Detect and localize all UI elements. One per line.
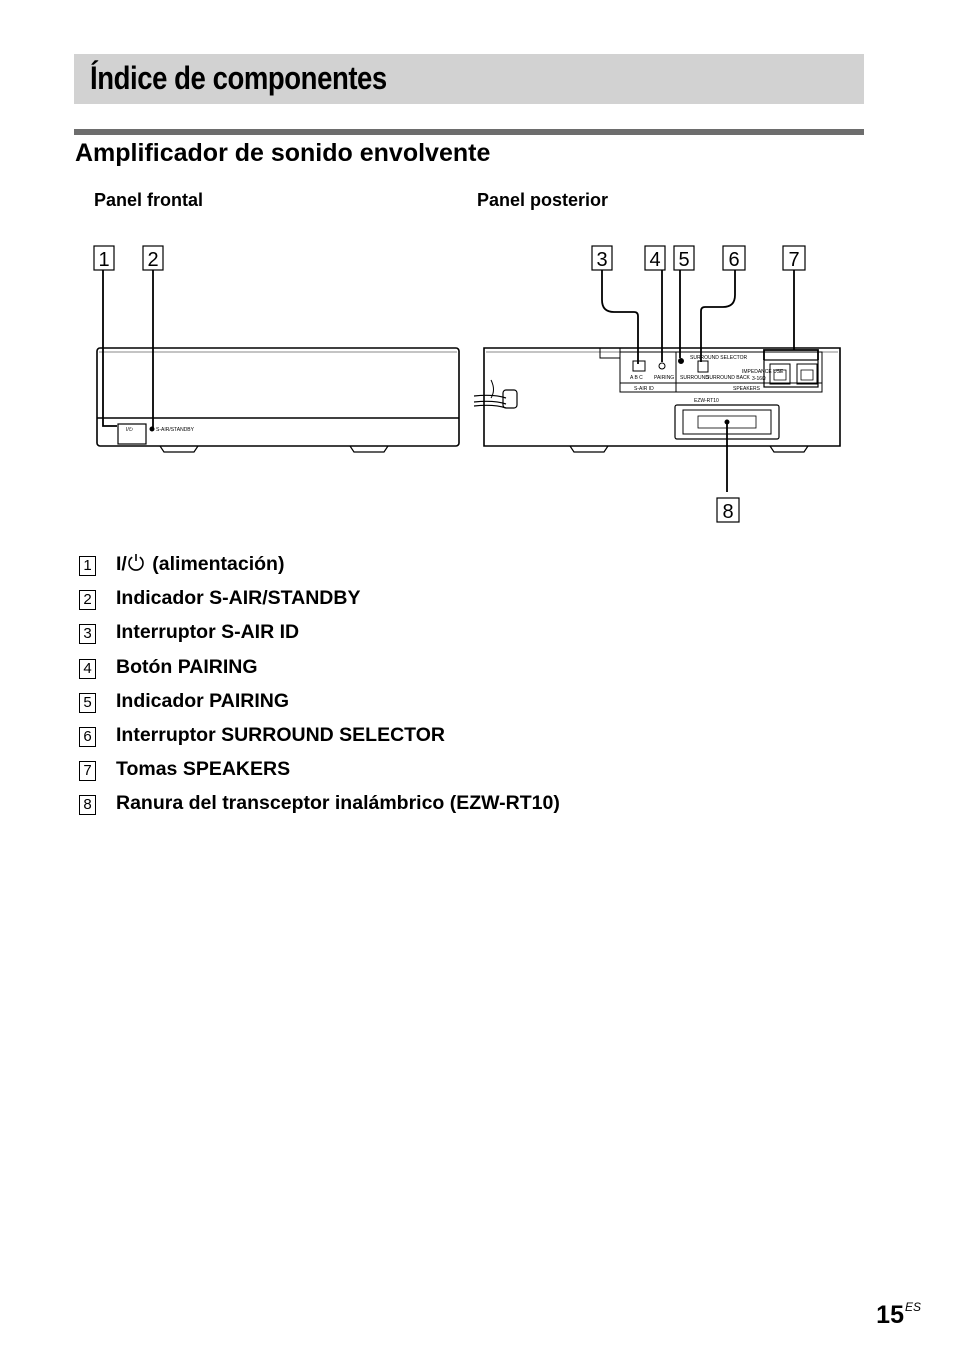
legend-label: Interruptor S-AIR ID: [116, 621, 300, 644]
legend-number: 7: [79, 761, 96, 781]
callout-2: 2: [147, 249, 159, 271]
legend-label: Ranura del transceptor inalámbrico (EZW-RT10): [116, 792, 560, 815]
legend-number: 4: [79, 659, 96, 679]
rear-panel-label: Panel posterior: [477, 190, 609, 210]
callout-6: 6: [728, 249, 740, 271]
legend-label: Tomas SPEAKERS: [116, 758, 291, 781]
rear-surround-back-label: SURROUND BACK: [706, 375, 750, 381]
rear-surround-label: SURROUND: [680, 375, 709, 381]
power-icon: [127, 553, 145, 571]
legend-item-3: [79, 621, 560, 655]
section-title: Amplificador de sonido envolvente: [75, 139, 491, 167]
legend-label: (alimentación): [152, 553, 285, 575]
callout-boxes: [94, 246, 805, 522]
rear-id-letters: A B C: [630, 375, 643, 381]
legend-number: 3: [79, 624, 96, 644]
legend-label: Botón PAIRING: [116, 655, 258, 678]
callout-7: 7: [788, 249, 800, 271]
page-title: Índice de componentes: [90, 60, 387, 96]
pairing-indicator: [679, 359, 684, 364]
callout-5: 5: [678, 249, 690, 271]
page-number: [876, 1300, 921, 1330]
legend-item-7: [79, 758, 560, 792]
legend-label: Indicador PAIRING: [116, 689, 289, 712]
legend-number: 6: [79, 727, 96, 747]
page-language-suffix: ES: [904, 1300, 921, 1314]
legend-item-5: [79, 690, 560, 724]
s-air-id-switch: [633, 361, 645, 371]
component-legend: [79, 553, 560, 827]
rear-panel-illustration: [474, 348, 840, 452]
rear-surround-selector-label: SURROUND SELECTOR: [690, 355, 748, 361]
rear-s-air-id-label: S-AIR ID: [634, 386, 654, 392]
page-number-value: 15: [876, 1301, 904, 1329]
legend-label: Indicador S-AIR/STANDBY: [116, 587, 361, 610]
legend-number: 1: [79, 556, 96, 576]
callout-leader-lines: [103, 270, 818, 492]
legend-number: 5: [79, 693, 96, 713]
legend-item-2: [79, 587, 560, 621]
front-power-label: I/⏻: [126, 427, 133, 433]
front-panel-illustration: [97, 348, 459, 452]
callout-4: 4: [649, 249, 661, 271]
legend-number: 8: [79, 795, 96, 815]
callout-8: 8: [722, 501, 734, 523]
front-panel-label: Panel frontal: [94, 190, 204, 210]
speaker-terminal-right: [797, 364, 817, 384]
section-divider: [74, 129, 864, 135]
legend-prefix: I/: [116, 553, 127, 575]
pairing-button: [659, 363, 665, 369]
rear-speakers-label: SPEAKERS: [733, 386, 760, 392]
rear-impedance-label: IMPEDANCE USE: [742, 369, 784, 375]
legend-label: Interruptor SURROUND SELECTOR: [116, 723, 445, 746]
legend-item-8: [79, 792, 560, 826]
callout-3: 3: [596, 249, 608, 271]
page-title-bar: [74, 54, 864, 104]
amplifier-diagram: [0, 230, 954, 530]
legend-item-6: [79, 724, 560, 758]
rear-pairing-label: PAIRING: [654, 375, 675, 381]
legend-item-4: [79, 656, 560, 690]
legend-number: 2: [79, 590, 96, 610]
surround-selector-switch: [698, 361, 708, 372]
rear-ezw-label: EZW-RT10: [694, 398, 719, 404]
callout-1: 1: [98, 249, 110, 271]
rear-ohms-label: 3-16Ω: [752, 376, 766, 382]
front-indicator-label: S-AIR/STANDBY: [156, 427, 194, 433]
legend-item-1: [79, 553, 560, 587]
